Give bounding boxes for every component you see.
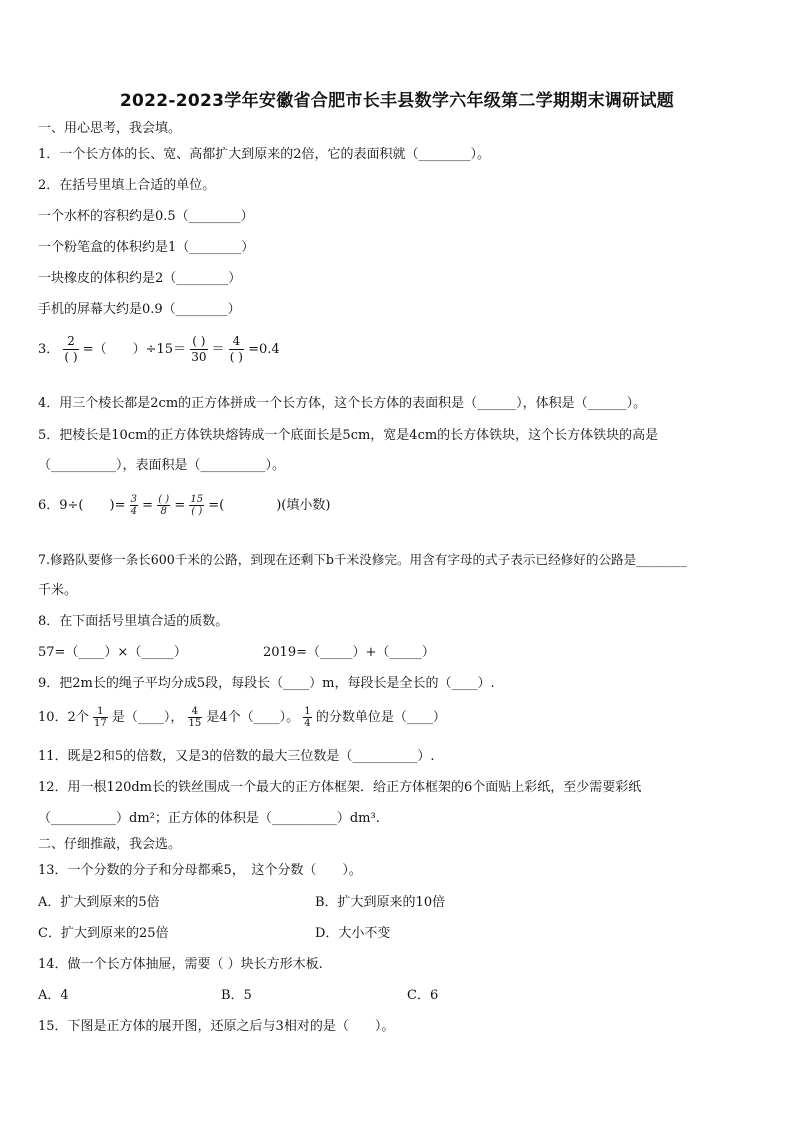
q10-f3-numerator: 1 <box>304 706 311 717</box>
question-8: 8．在下面括号里填合适的质数。 <box>38 614 229 629</box>
q3-end: =0.4 <box>248 342 280 357</box>
q3-f2-denominator: 30 <box>191 350 207 364</box>
q10-f2-numerator: 4 <box>188 706 203 718</box>
q10-part-3: 是4个（____）。 <box>206 710 300 725</box>
question-7-line-2: 千米。 <box>38 583 78 598</box>
section-2-heading: 二、仔细推敲，我会选。 <box>38 837 182 852</box>
page-title: 2022-2023学年安徽省合肥市长丰县数学六年级第二学期期末调研试题 <box>119 91 675 111</box>
q10-f1-numerator: 1 <box>93 706 108 718</box>
q14-option-b: B．5 <box>221 988 252 1003</box>
q6-equals-2: = <box>174 498 186 513</box>
q10-f3-denominator: 4 <box>304 718 311 729</box>
q6-f1-numerator: 3 <box>130 494 137 505</box>
q10-fraction-3 <box>303 706 311 729</box>
q3-fraction-2 <box>190 334 207 365</box>
question-12-line-2: （__________）dm²；正方体的体积是（__________）dm³. <box>38 811 380 826</box>
question-2: 2．在括号里填上合适的单位。 <box>38 178 216 193</box>
q3-f3-denominator: ( ) <box>229 350 243 364</box>
q6-fraction-2 <box>157 494 170 517</box>
question-4: 4．用三个棱长都是2cm的正方体拼成一个长方体，这个长方体的表面积是（______），体积是（______）。 <box>38 396 647 411</box>
q3-f1-denominator: ( ) <box>64 350 78 364</box>
q6-fraction-1 <box>130 494 138 517</box>
q14-option-a: A．4 <box>38 988 69 1003</box>
q6-f3-denominator: ( ) <box>191 506 203 517</box>
q3-middle: =（ ）÷15＝ <box>82 342 187 357</box>
question-2c: 一块橡皮的体积约是2（________） <box>38 271 242 286</box>
question-5-line-2: （__________），表面积是（__________）。 <box>38 458 286 473</box>
q13-option-c: C．扩大到原来的25倍 <box>38 926 169 941</box>
question-2a: 一个水杯的容积约是0.5（________） <box>38 209 254 224</box>
question-10 <box>38 706 446 729</box>
q6-f1-denominator: 4 <box>130 506 137 517</box>
q3-f2-numerator: ( ) <box>190 334 207 350</box>
q13-option-b: B．扩大到原来的10倍 <box>315 895 446 910</box>
q10-fraction-2 <box>188 706 203 729</box>
q13-option-a: A．扩大到原来的5倍 <box>38 895 160 910</box>
q10-fraction-1 <box>93 706 108 729</box>
q3-f1-numerator: 2 <box>63 334 78 350</box>
q10-part-2: 是（____）， <box>111 710 184 725</box>
q6-number: 6．9÷( )= <box>38 498 126 513</box>
question-15: 15．下图是正方体的展开图，还原之后与3相对的是（ ）。 <box>38 1019 395 1034</box>
question-7-line-1: 7.修路队要修一条长600千米的公路，到现在还剩下b千米没修完。用含有字母的式子表示已经修好的公路是________ <box>38 552 687 567</box>
q3-fraction-1 <box>63 334 78 365</box>
q10-f1-denominator: 17 <box>93 718 107 729</box>
question-12-line-1: 12．用一根120dm长的铁丝围成一个最大的正方体框架．给正方体框架的6个面贴上彩纸，至少需要彩纸 <box>38 780 642 795</box>
question-6 <box>38 494 330 517</box>
question-8a: 57=（____）×（_____） <box>38 645 187 660</box>
question-3 <box>38 334 280 365</box>
q14-option-c: C．6 <box>407 988 439 1003</box>
q6-f2-denominator: 8 <box>160 506 167 517</box>
q6-equals-1: = <box>142 498 154 513</box>
question-1: 1．一个长方体的长、宽、高都扩大到原来的2倍，它的表面积就（________）。 <box>38 147 491 162</box>
q3-f3-numerator: 4 <box>229 334 244 350</box>
q6-f3-numerator: 15 <box>190 494 204 505</box>
question-2d: 手机的屏幕大约是0.9（________） <box>38 302 241 317</box>
q3-fraction-3 <box>229 334 244 365</box>
question-14: 14．做一个长方体抽屉，需要（ ）块长方形木板. <box>38 957 323 972</box>
q3-number: 3． <box>38 342 60 357</box>
question-2b: 一个粉笔盒的体积约是1（________） <box>38 240 255 255</box>
q3-equals: ＝ <box>211 342 225 357</box>
q13-option-d: D．大小不变 <box>315 926 391 941</box>
question-11: 11．既是2和5的倍数，又是3的倍数的最大三位数是（__________）. <box>38 749 435 764</box>
q10-f2-denominator: 15 <box>188 718 202 729</box>
question-5-line-1: 5．把棱长是10cm的正方体铁块熔铸成一个底面长是5cm，宽是4cm的长方体铁块，这个长方体铁块的高是 <box>38 428 659 443</box>
question-9: 9．把2m长的绳子平均分成5段，每段长（____）m，每段长是全长的（____）. <box>38 676 495 691</box>
question-8b: 2019=（_____）+（_____） <box>263 645 435 660</box>
q6-f2-numerator: ( ) <box>158 494 170 505</box>
section-1-heading: 一、用心思考，我会填。 <box>38 121 182 136</box>
q6-end: =( )(填小数) <box>208 498 331 513</box>
question-13: 13．一个分数的分子和分母都乘5， 这个分数（ ）。 <box>38 863 362 878</box>
q6-fraction-3 <box>189 494 204 517</box>
q10-part-4: 的分数单位是（____） <box>315 710 446 725</box>
q10-part-1: 10．2个 <box>38 710 89 725</box>
